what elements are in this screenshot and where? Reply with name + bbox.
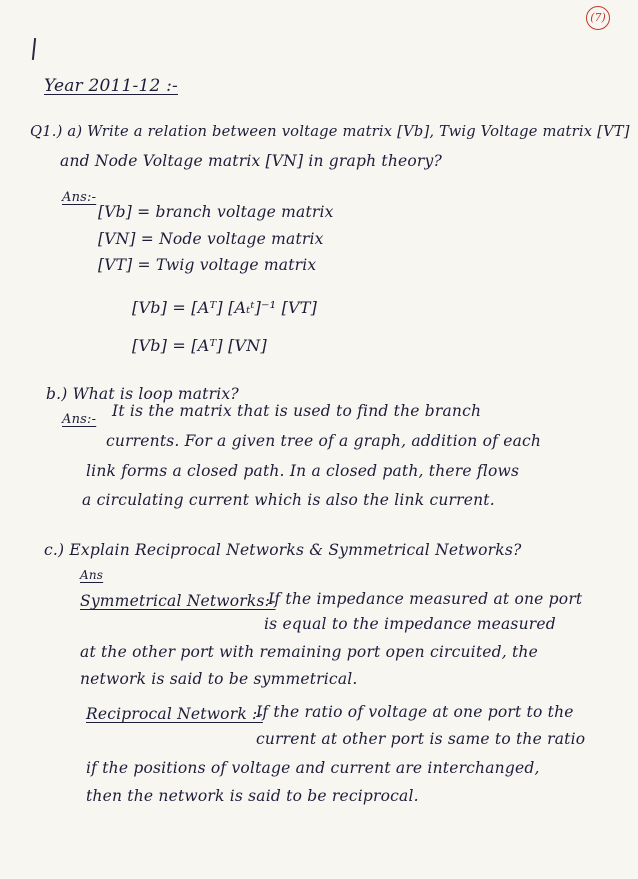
q1a-answer-label: Ans:- [62,190,97,205]
symmetrical-line4: network is said to be symmetrical. [80,670,358,688]
reciprocal-line2: current at other port is same to the ratio [256,730,586,748]
q1a-line2: and Node Voltage matrix [VN] in graph theory? [60,152,442,170]
symmetrical-line3: at the other port with remaining port open circuited, the [80,643,538,661]
reciprocal-label: Reciprocal Network :- [86,705,263,723]
q1b-line3: link forms a closed path. In a closed path, there flows [86,462,520,480]
q1c-question: c.) Explain Reciprocal Networks & Symmetrical Networks? [44,541,522,559]
q1a-definition-node: [VN] = Node voltage matrix [98,230,324,248]
q1b-line4: a circulating current which is also the link current. [82,491,495,509]
symmetrical-label: Symmetrical Networks:- [80,592,276,610]
q1b-line1: It is the matrix that is used to find the branch [112,402,482,420]
q1b-line2: currents. For a given tree of a graph, addition of each [106,432,542,450]
q1b-question: b.) What is loop matrix? [46,385,239,403]
reciprocal-line1: If the ratio of voltage at one port to the [256,703,574,721]
q1a-equation-1: [Vb] = [Aᵀ] [Aₜᵗ]⁻¹ [VT] [132,298,318,317]
symmetrical-line2: is equal to the impedance measured [264,615,556,633]
reciprocal-line3: if the positions of voltage and current are interchanged, [86,759,540,777]
year-heading: Year 2011-12 :- [44,76,178,96]
q1a-definition-branch: [Vb] = branch voltage matrix [98,203,334,221]
q1a-equation-2: [Vb] = [Aᵀ] [VN] [132,336,267,355]
margin-stroke [32,38,36,60]
q1b-answer-label: Ans:- [62,412,97,427]
page-number: (7) [586,6,610,30]
q1a-line1: Q1.) a) Write a relation between voltage matrix [Vb], Twig Voltage matrix [VT] [30,122,630,140]
reciprocal-line4: then the network is said to be reciprocal. [86,787,419,805]
symmetrical-line1: If the impedance measured at one port [268,590,583,608]
q1a-definition-twig: [VT] = Twig voltage matrix [98,256,317,274]
q1c-answer-label: Ans [80,568,104,582]
